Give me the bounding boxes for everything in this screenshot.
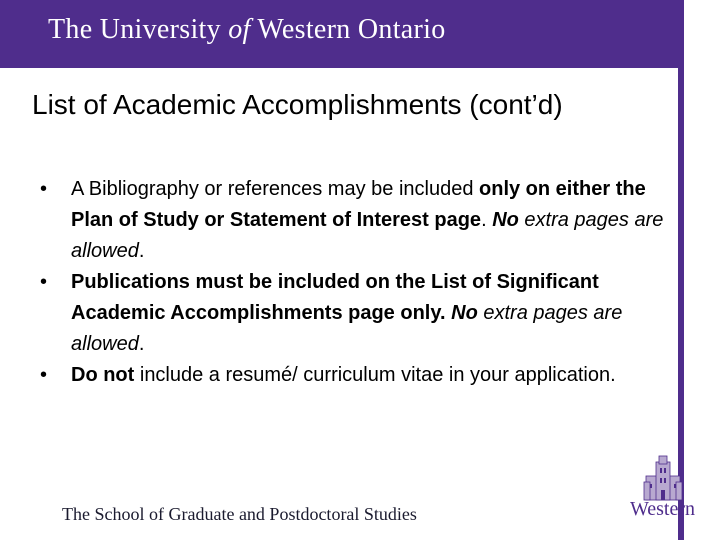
- wordmark-part-1: The University: [48, 14, 229, 45]
- university-wordmark: [48, 14, 446, 46]
- header-band: [0, 0, 684, 68]
- bullet-item-resume: • Do not include a resumé/ curriculum vitae in your application.: [40, 360, 670, 391]
- bullet-dot: •: [40, 271, 48, 293]
- bullet-dot: •: [40, 364, 48, 386]
- wordmark-of: of: [228, 14, 251, 45]
- wordmark-part-2: Western Ontario: [250, 14, 446, 45]
- footer-school-name: The School of Graduate and Postdoctoral Studies: [62, 504, 417, 524]
- slide-title: List of Academic Accomplishments (cont’d): [32, 89, 563, 120]
- western-tower-logo-icon: [642, 454, 684, 502]
- bullet-list: [40, 174, 670, 391]
- bullet-item-publications: • Publications must be included on the List of Significant Academic Accomplishments page only. No extra pages are allowed.: [40, 267, 670, 360]
- bullet-dot: •: [40, 178, 48, 200]
- western-logo-wordmark: Western: [630, 498, 696, 520]
- bullet-item-bibliography: • A Bibliography or references may be included only on either the Plan of Study or Statement of Interest page. No extra pages are allowed.: [40, 174, 670, 267]
